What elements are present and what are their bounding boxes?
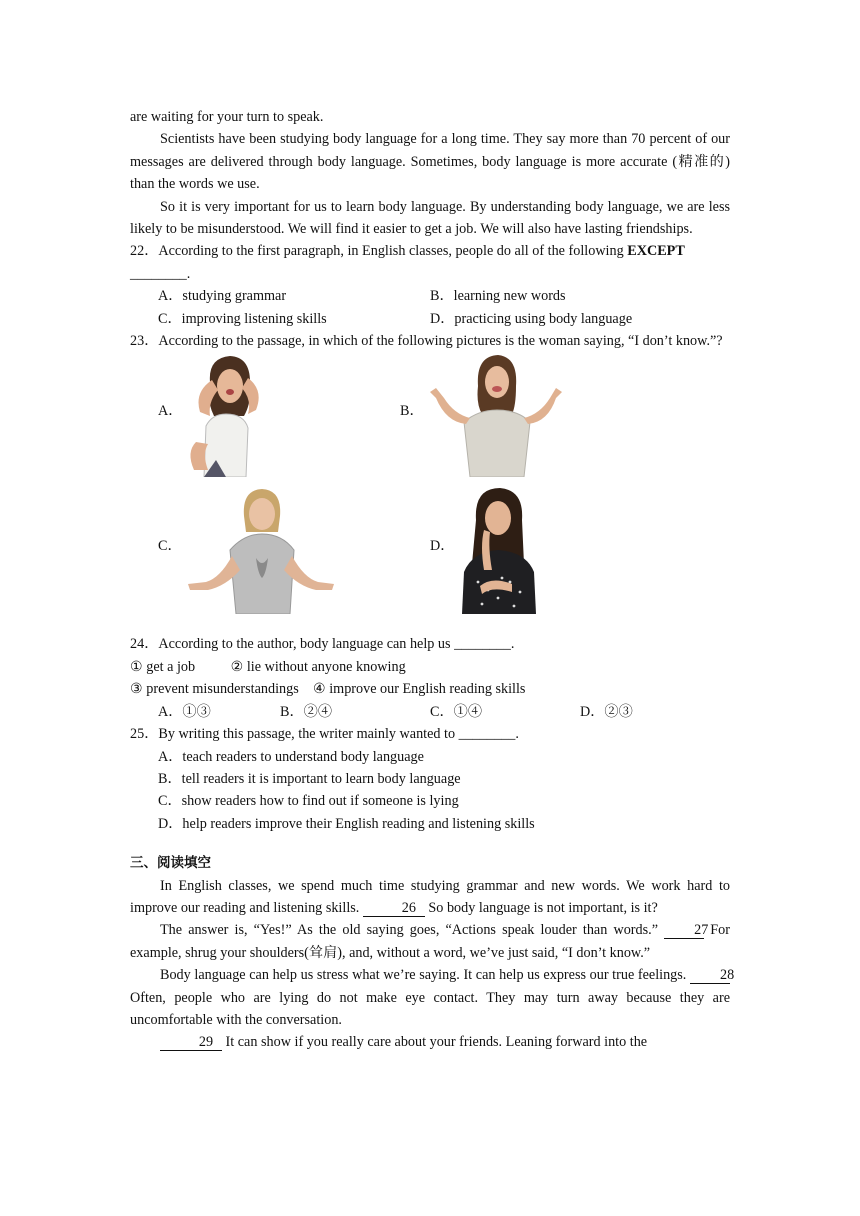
question-22-options-row1 [130,285,730,307]
option-a[interactable]: A． [158,403,183,420]
option-d[interactable]: D．②③ [580,703,633,720]
option-c[interactable]: C．①④ [430,703,483,720]
question-25-stem: 25．By writing this passage, the writer mainly wanted to ________. [130,726,519,743]
woman-shrugging-image[interactable] [186,486,336,614]
option-b[interactable]: B．learning new words [430,288,566,305]
option-c[interactable]: C．show readers how to find out if someone is lying [158,793,459,810]
woman-thinking-image[interactable] [458,486,540,614]
cloze-paragraph-2: The answer is, “Yes!” As the old saying goes, “Actions speak louder than words.” 27 For example, shrug your shoulders(耸肩), and, without a word, we’ve just said, “I don’t know.” [130,922,730,961]
option-d[interactable]: D．practicing using body language [430,310,633,327]
cloze-paragraph-1: In English classes, we spend much time studying grammar and new words. We work hard to improve our reading and listening skills. 26 So body language is not important, is it? [130,877,730,916]
option-d[interactable]: D．help readers improve their English reading and listening skills [158,815,535,832]
option-b[interactable]: B．tell readers it is important to learn body language [158,770,461,787]
option-a[interactable]: A．teach readers to understand body language [158,748,424,765]
woman-arms-open-image[interactable] [426,352,566,477]
option-a[interactable]: A．studying grammar [158,288,287,305]
woman-surprised-image[interactable] [186,352,272,477]
question-22-options-row2 [130,308,730,330]
passage-paragraph: So it is very important for us to learn body language. By understanding body language, we are less likely to be misunderstood. We will find it easier to get a job. We will also have lasting friendships. [130,198,730,238]
page-content [130,106,735,1054]
question-24-options [130,701,730,723]
blank-26[interactable]: 26 [363,900,425,917]
option-a[interactable]: A．①③ [158,703,211,720]
question-22-stem: 22．According to the first paragraph, in English classes, people do all of the following EXCEPT ________. [130,243,685,282]
option-c[interactable]: C．improving listening skills [158,310,327,327]
passage-line: are waiting for your turn to speak. [130,109,324,125]
question-23-stem: 23．According to the passage, in which of the following pictures is the woman saying, “I don’t know.”? [130,333,723,350]
blank-29[interactable]: 29 [160,1034,222,1051]
section-heading: 三、阅读填空 [130,855,211,872]
question-24-statements-1: ① get a job ② lie without anyone knowing [130,658,406,675]
option-c[interactable]: C． [158,538,182,555]
question-24-statements-2: ③ prevent misunderstandings ④ improve our English reading skills [130,681,526,698]
passage-paragraph: Scientists have been studying body language for a long time. They say more than 70 percent of our messages are delivered through body language. Sometimes, body language is more accurate (精准的) than the words we use. [130,131,730,193]
option-d[interactable]: D． [430,538,455,555]
question-23-pictures [130,352,730,633]
cloze-paragraph-4: 29 It can show if you really care about your friends. Leaning forward into the [130,1031,730,1053]
option-b[interactable]: B． [400,403,424,420]
blank-28[interactable]: 28 [690,967,730,984]
question-24-stem: 24．According to the author, body language can help us ________. [130,636,515,653]
option-b[interactable]: B．②④ [280,703,333,720]
cloze-paragraph-3: Body language can help us stress what we’re saying. It can help us express our true feelings. 28 Often, people who are lying do not make eye contact. They may turn away because they are uncomfortable with the conversation. [130,967,735,1028]
blank-27[interactable]: 27 [664,922,704,939]
